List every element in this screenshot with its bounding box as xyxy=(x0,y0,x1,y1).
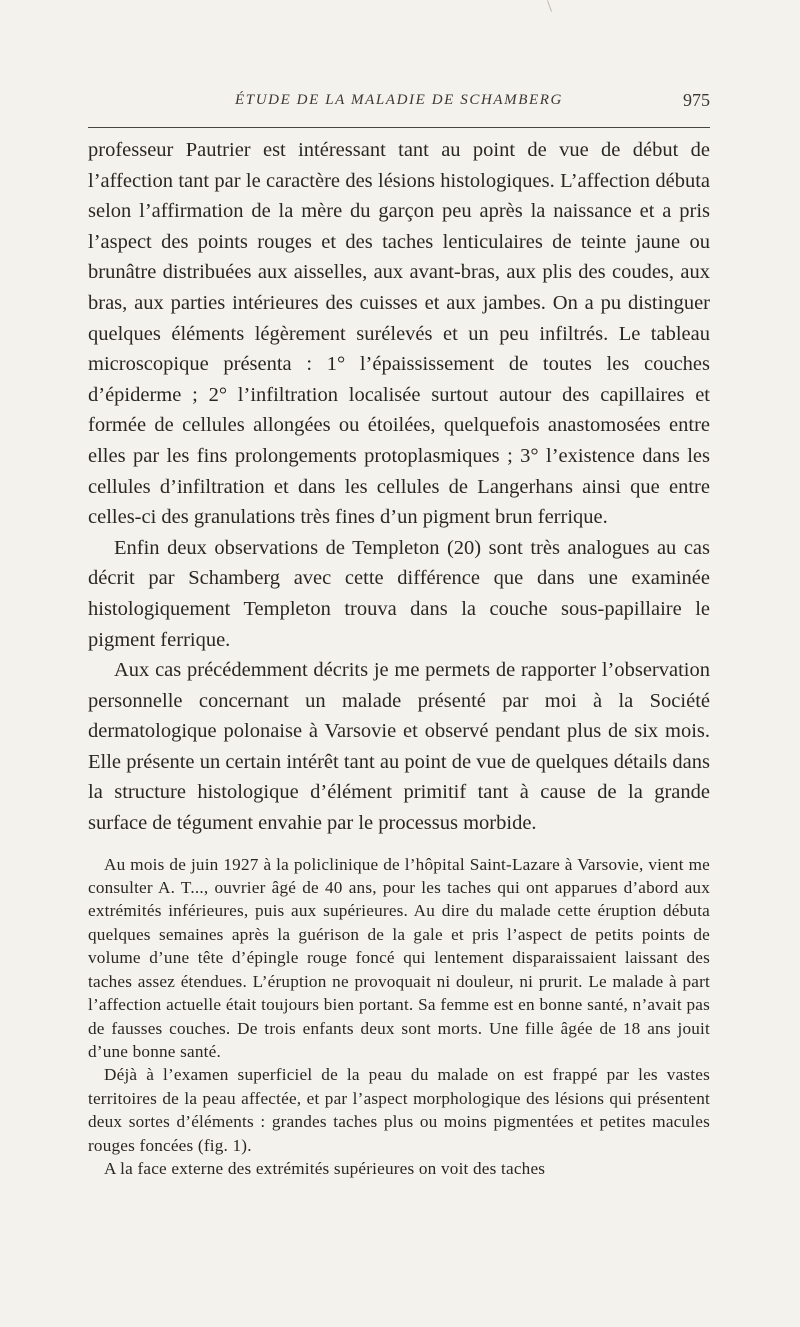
small-paragraph: Déjà à l’examen superficiel de la peau du malade on est frappé par les vastes territoires de la peau affectée, et par l’aspect morphologique des lésions qui présentent deux sortes d’éléments : grandes taches plus ou moins pigmentées et petites macules rouges foncées (fig. 1). xyxy=(88,1065,710,1155)
page-header xyxy=(88,88,710,118)
header-rule xyxy=(88,127,710,128)
small-paragraph: Au mois de juin 1927 à la policlinique de l’hôpital Saint-Lazare à Varsovie, vient me consulter A. T..., ouvrier âgé de 40 ans, pour les taches qui ont apparues d’abord aux extrémités inférieures, puis aux supérieures. Au dire du malade cette éruption débuta quelques semaines après la guérison de la gale et pris l’aspect de petits points de volume d’une tête d’épingle rouge foncé qui lentement disparaissaient laissant des taches assez étendues. L’éruption ne provoquait ni douleur, ni prurit. Le malade à part l’affection actuelle était toujours bien portant. Sa femme est en bonne santé, n’avait pas de fausses couches. De trois enfants deux sont morts. Une fille âgée de 18 ans jouit d’une bonne santé. xyxy=(88,854,710,1061)
page-number: 975 xyxy=(683,90,710,110)
main-text xyxy=(88,135,710,839)
scan-mark xyxy=(547,0,552,12)
paragraph: Aux cas précédemment décrits je me permets de rapporter l’observation personnelle concernant un malade présenté par moi à la Société dermatologique polonaise à Varsovie et observé pendant plus de six mois. Elle présente un certain intérêt tant au point de vue de quelques détails dans la structure histologique d’élément primitif tant à cause de la grande surface de tégument envahie par le processus morbide. xyxy=(88,659,710,835)
small-paragraph: A la face externe des extrémités supérieures on voit des taches xyxy=(104,1158,546,1178)
paragraph: professeur Pautrier est intéressant tant au point de vue de début de l’affection tant par le caractère des lésions histologiques. L’affection débuta selon l’affirmation de la mère du garçon peu après la naissance et a pris l’aspect des points rouges et des taches lenticulaires de teinte jaune ou brunâtre distribuées aux aisselles, aux avant-bras, aux plis des coudes, aux bras, aux parties intérieures des cuisses et aux jambes. On a pu distinguer quelques éléments légèrement surélevés et un peu infiltrés. Le tableau microscopique présenta : 1° l’épaississement de toutes les couches d’épiderme ; 2° l’infiltration localisée surtout autour des capillaires et formée de cellules allongées ou étoilées, quelquefois anastomosées entre elles par les fins prolongements protoplasmiques ; 3° l’existence dans les cellules d’infiltration et dans les cellules de Langerhans ainsi que entre celles-ci des granulations très fines d’un pigment brun ferrique. xyxy=(88,139,710,529)
body-text xyxy=(88,135,710,1180)
paragraph: Enfin deux observations de Templeton (20) sont très analogues au cas décrit par Schamberg avec cette différence que dans une examinée histologiquement Templeton trouva dans la couche sous-papillaire le pigment ferrique. xyxy=(88,536,710,651)
running-title: ÉTUDE DE LA MALADIE DE SCHAMBERG xyxy=(235,92,563,108)
case-report-text xyxy=(88,853,710,1181)
